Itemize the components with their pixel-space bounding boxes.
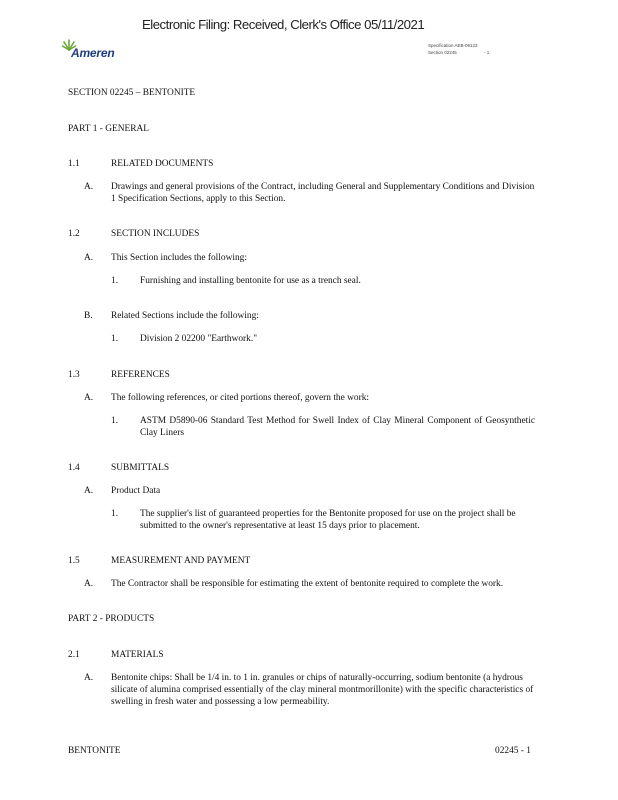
para-2-1-a-label: A. <box>84 673 94 683</box>
logo-wordmark: Ameren <box>71 46 115 60</box>
item-1-2-b-1-text: Division 2 02200 "Earthwork." <box>140 334 258 344</box>
article-1-1-title: RELATED DOCUMENTS <box>111 159 214 169</box>
article-2-1-title: MATERIALS <box>111 650 164 660</box>
spec-reference <box>428 42 490 56</box>
footer-section-name: BENTONITE <box>68 746 121 756</box>
section-title: SECTION 02245 – BENTONITE <box>68 88 196 98</box>
para-1-1-a-text: Drawings and general provisions of the Contract, including General and Supplementary Conditions and Division 1 Specification Sections, apply to this Section. <box>111 182 535 204</box>
item-1-3-a-1-text: ASTM D5890-06 Standard Test Method for Swell Index of Clay Mineral Component of Geosynthetic Clay Liners <box>140 416 535 438</box>
article-1-2-title: SECTION INCLUDES <box>111 229 200 239</box>
para-1-3-a-text: The following references, or cited portions thereof, govern the work: <box>111 393 369 403</box>
para-1-2-b-text: Related Sections include the following: <box>111 311 259 321</box>
article-1-2-number: 1.2 <box>68 229 80 239</box>
filing-stamp: Electronic Filing: Received, Clerk's Office 05/11/2021 <box>142 17 425 32</box>
para-1-1-a-label: A. <box>84 182 94 192</box>
part1-title: PART 1 - GENERAL <box>68 124 149 134</box>
item-1-2-a-1-text: Furnishing and installing bentonite for use as a trench seal. <box>140 276 361 286</box>
article-1-1-number: 1.1 <box>68 159 80 169</box>
spec-number: Specification AEB-09123 <box>428 43 478 48</box>
article-1-3-number: 1.3 <box>68 370 80 380</box>
item-1-4-a-1-label: 1. <box>111 509 119 519</box>
article-1-5-title: MEASUREMENT AND PAYMENT <box>111 556 251 566</box>
item-1-2-a-1-label: 1. <box>111 276 119 286</box>
item-1-4-a-1-text: The supplier's list of guaranteed properties for the Bentonite proposed for use on the project shall be submitted to the owner's representative at least 15 days prior to placement. <box>140 509 516 531</box>
para-1-2-a-text: This Section includes the following: <box>111 253 247 263</box>
article-1-5-number: 1.5 <box>68 556 80 566</box>
ameren-logo <box>62 38 132 64</box>
article-1-3-title: REFERENCES <box>111 370 170 380</box>
footer-page-number: 02245 - 1 <box>495 746 531 756</box>
article-1-4-number: 1.4 <box>68 463 80 473</box>
para-1-2-b-label: B. <box>84 311 93 321</box>
article-2-1-number: 2.1 <box>68 650 80 660</box>
para-1-5-a-label: A. <box>84 579 94 589</box>
item-1-3-a-1-label: 1. <box>111 416 119 426</box>
spec-page: - 1 <box>484 50 490 55</box>
para-1-5-a-text: The Contractor shall be responsible for estimating the extent of bentonite required to complete the work. <box>111 579 504 589</box>
para-1-4-a-label: A. <box>84 486 94 496</box>
article-1-4-title: SUBMITTALS <box>111 463 170 473</box>
para-2-1-a-text: Bentonite chips: Shall be 1/4 in. to 1 in. granules or chips of naturally-occurring, sodium bentonite (a hydrous silicate of alumina comprised essentially of the clay mineral montmorillonite) with the specific characteristics of swelling in fresh water and possessing a low permeability. <box>111 673 534 707</box>
spec-section: Section 02245 <box>428 50 457 55</box>
part2-title: PART 2 - PRODUCTS <box>68 614 155 624</box>
para-1-2-a-label: A. <box>84 253 94 263</box>
para-1-4-a-text: Product Data <box>111 486 161 496</box>
item-1-2-b-1-label: 1. <box>111 334 119 344</box>
para-1-3-a-label: A. <box>84 393 94 403</box>
